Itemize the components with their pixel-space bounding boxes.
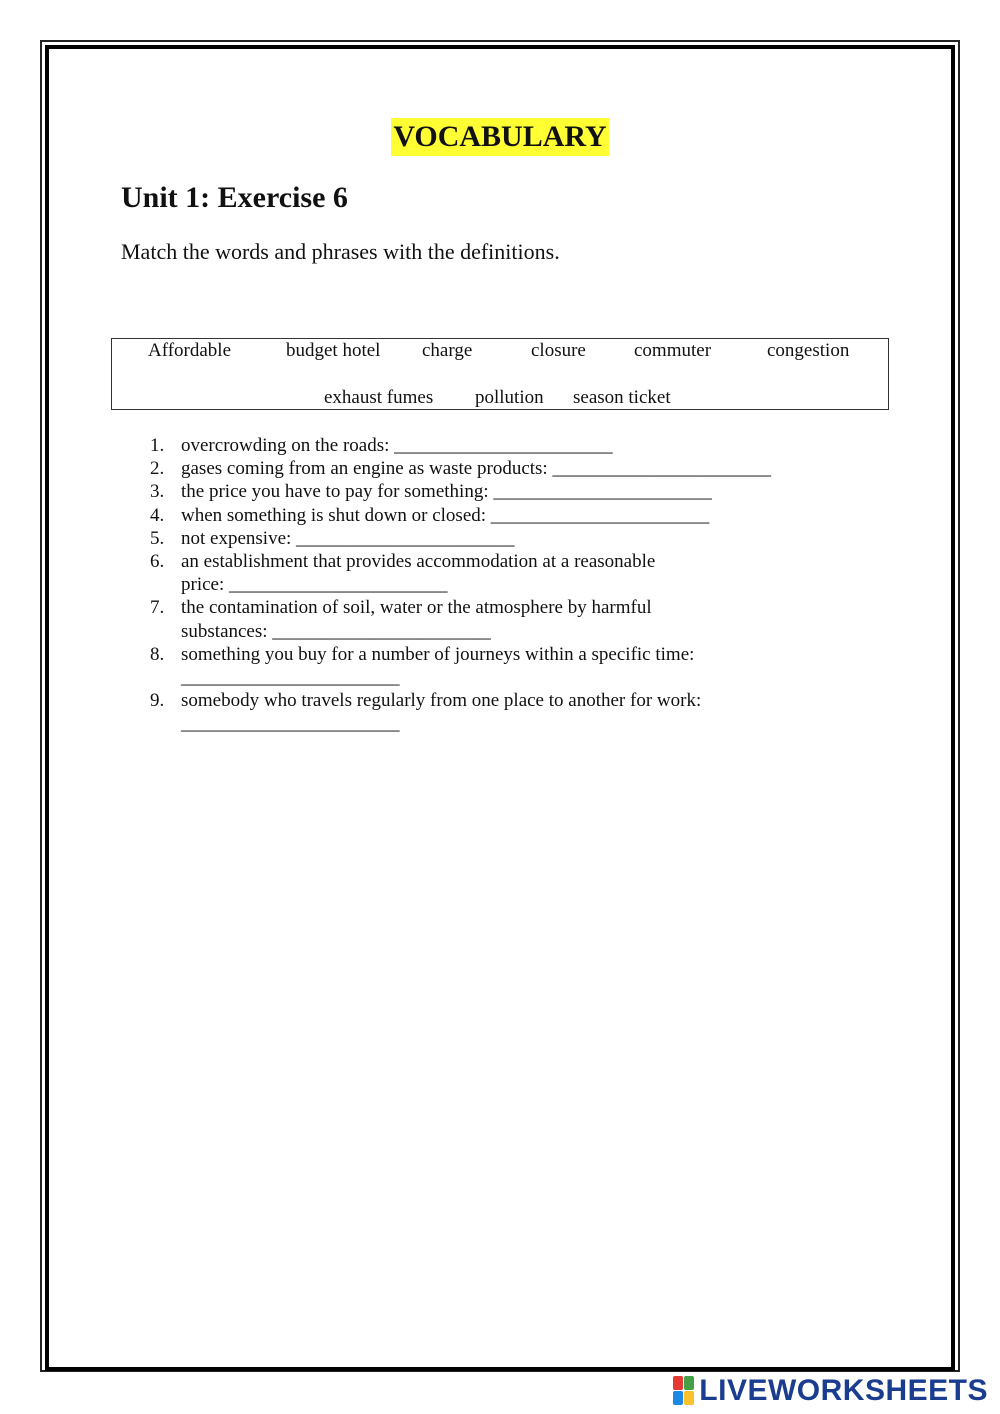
question-item (140, 689, 860, 735)
question-number: 4. (150, 504, 165, 526)
question-text-line: not expensive: _______________________ (181, 527, 515, 549)
question-number: 2. (150, 458, 165, 480)
question-number: 9. (150, 690, 165, 712)
question-text-line: the price you have to pay for something: _______________________ (181, 481, 712, 503)
question-text-line: substances: _______________________ (181, 620, 491, 642)
unit-title: Unit 1: Exercise 6 (121, 181, 348, 214)
question-item (140, 527, 860, 550)
question-number: 6. (150, 551, 165, 573)
question-item (140, 643, 860, 689)
question-item (140, 434, 860, 457)
question-text-line: somebody who travels regularly from one place to another for work: (181, 690, 702, 712)
question-text-line: something you buy for a number of journeys within a specific time: (181, 643, 695, 665)
question-item (140, 596, 860, 642)
question-item (140, 550, 860, 596)
question-number: 5. (150, 527, 165, 549)
question-text-line: overcrowding on the roads: _______________________ (181, 435, 613, 456)
word-bank-item: closure (531, 340, 586, 361)
page-title: VOCABULARY (391, 118, 608, 156)
word-bank-item: season ticket (573, 387, 671, 408)
question-number: 8. (150, 643, 165, 665)
question-list (140, 434, 860, 736)
question-text-line: _______________________ (181, 667, 400, 689)
word-bank (111, 338, 889, 410)
question-text-line: gases coming from an engine as waste products: _______________________ (181, 458, 771, 480)
word-bank-item: congestion (767, 340, 850, 361)
liveworksheets-watermark (673, 1374, 988, 1408)
question-text-line: when something is shut down or closed: _______________________ (181, 504, 710, 526)
title-container (0, 118, 1000, 156)
word-bank-item: budget hotel (286, 340, 381, 361)
liveworksheets-logo-icon (673, 1376, 695, 1406)
word-bank-item: charge (422, 340, 473, 361)
question-number: 7. (150, 597, 165, 619)
question-text-line: price: _______________________ (181, 574, 448, 596)
question-text-line: _______________________ (181, 713, 400, 735)
instruction-text: Match the words and phrases with the definitions. (121, 239, 560, 264)
question-text-line: the contamination of soil, water or the atmosphere by harmful (181, 597, 652, 619)
word-bank-item: exhaust fumes (324, 387, 434, 408)
question-number: 1. (150, 435, 165, 456)
word-bank-item: pollution (475, 387, 544, 408)
watermark-text: LIVEWORKSHEETS (699, 1374, 988, 1407)
question-item (140, 457, 860, 480)
question-number: 3. (150, 481, 165, 503)
word-bank-item: Affordable (148, 340, 232, 361)
question-item (140, 480, 860, 503)
word-bank-item: commuter (634, 340, 712, 361)
question-text-line: an establishment that provides accommodation at a reasonable (181, 551, 656, 573)
question-item (140, 504, 860, 527)
